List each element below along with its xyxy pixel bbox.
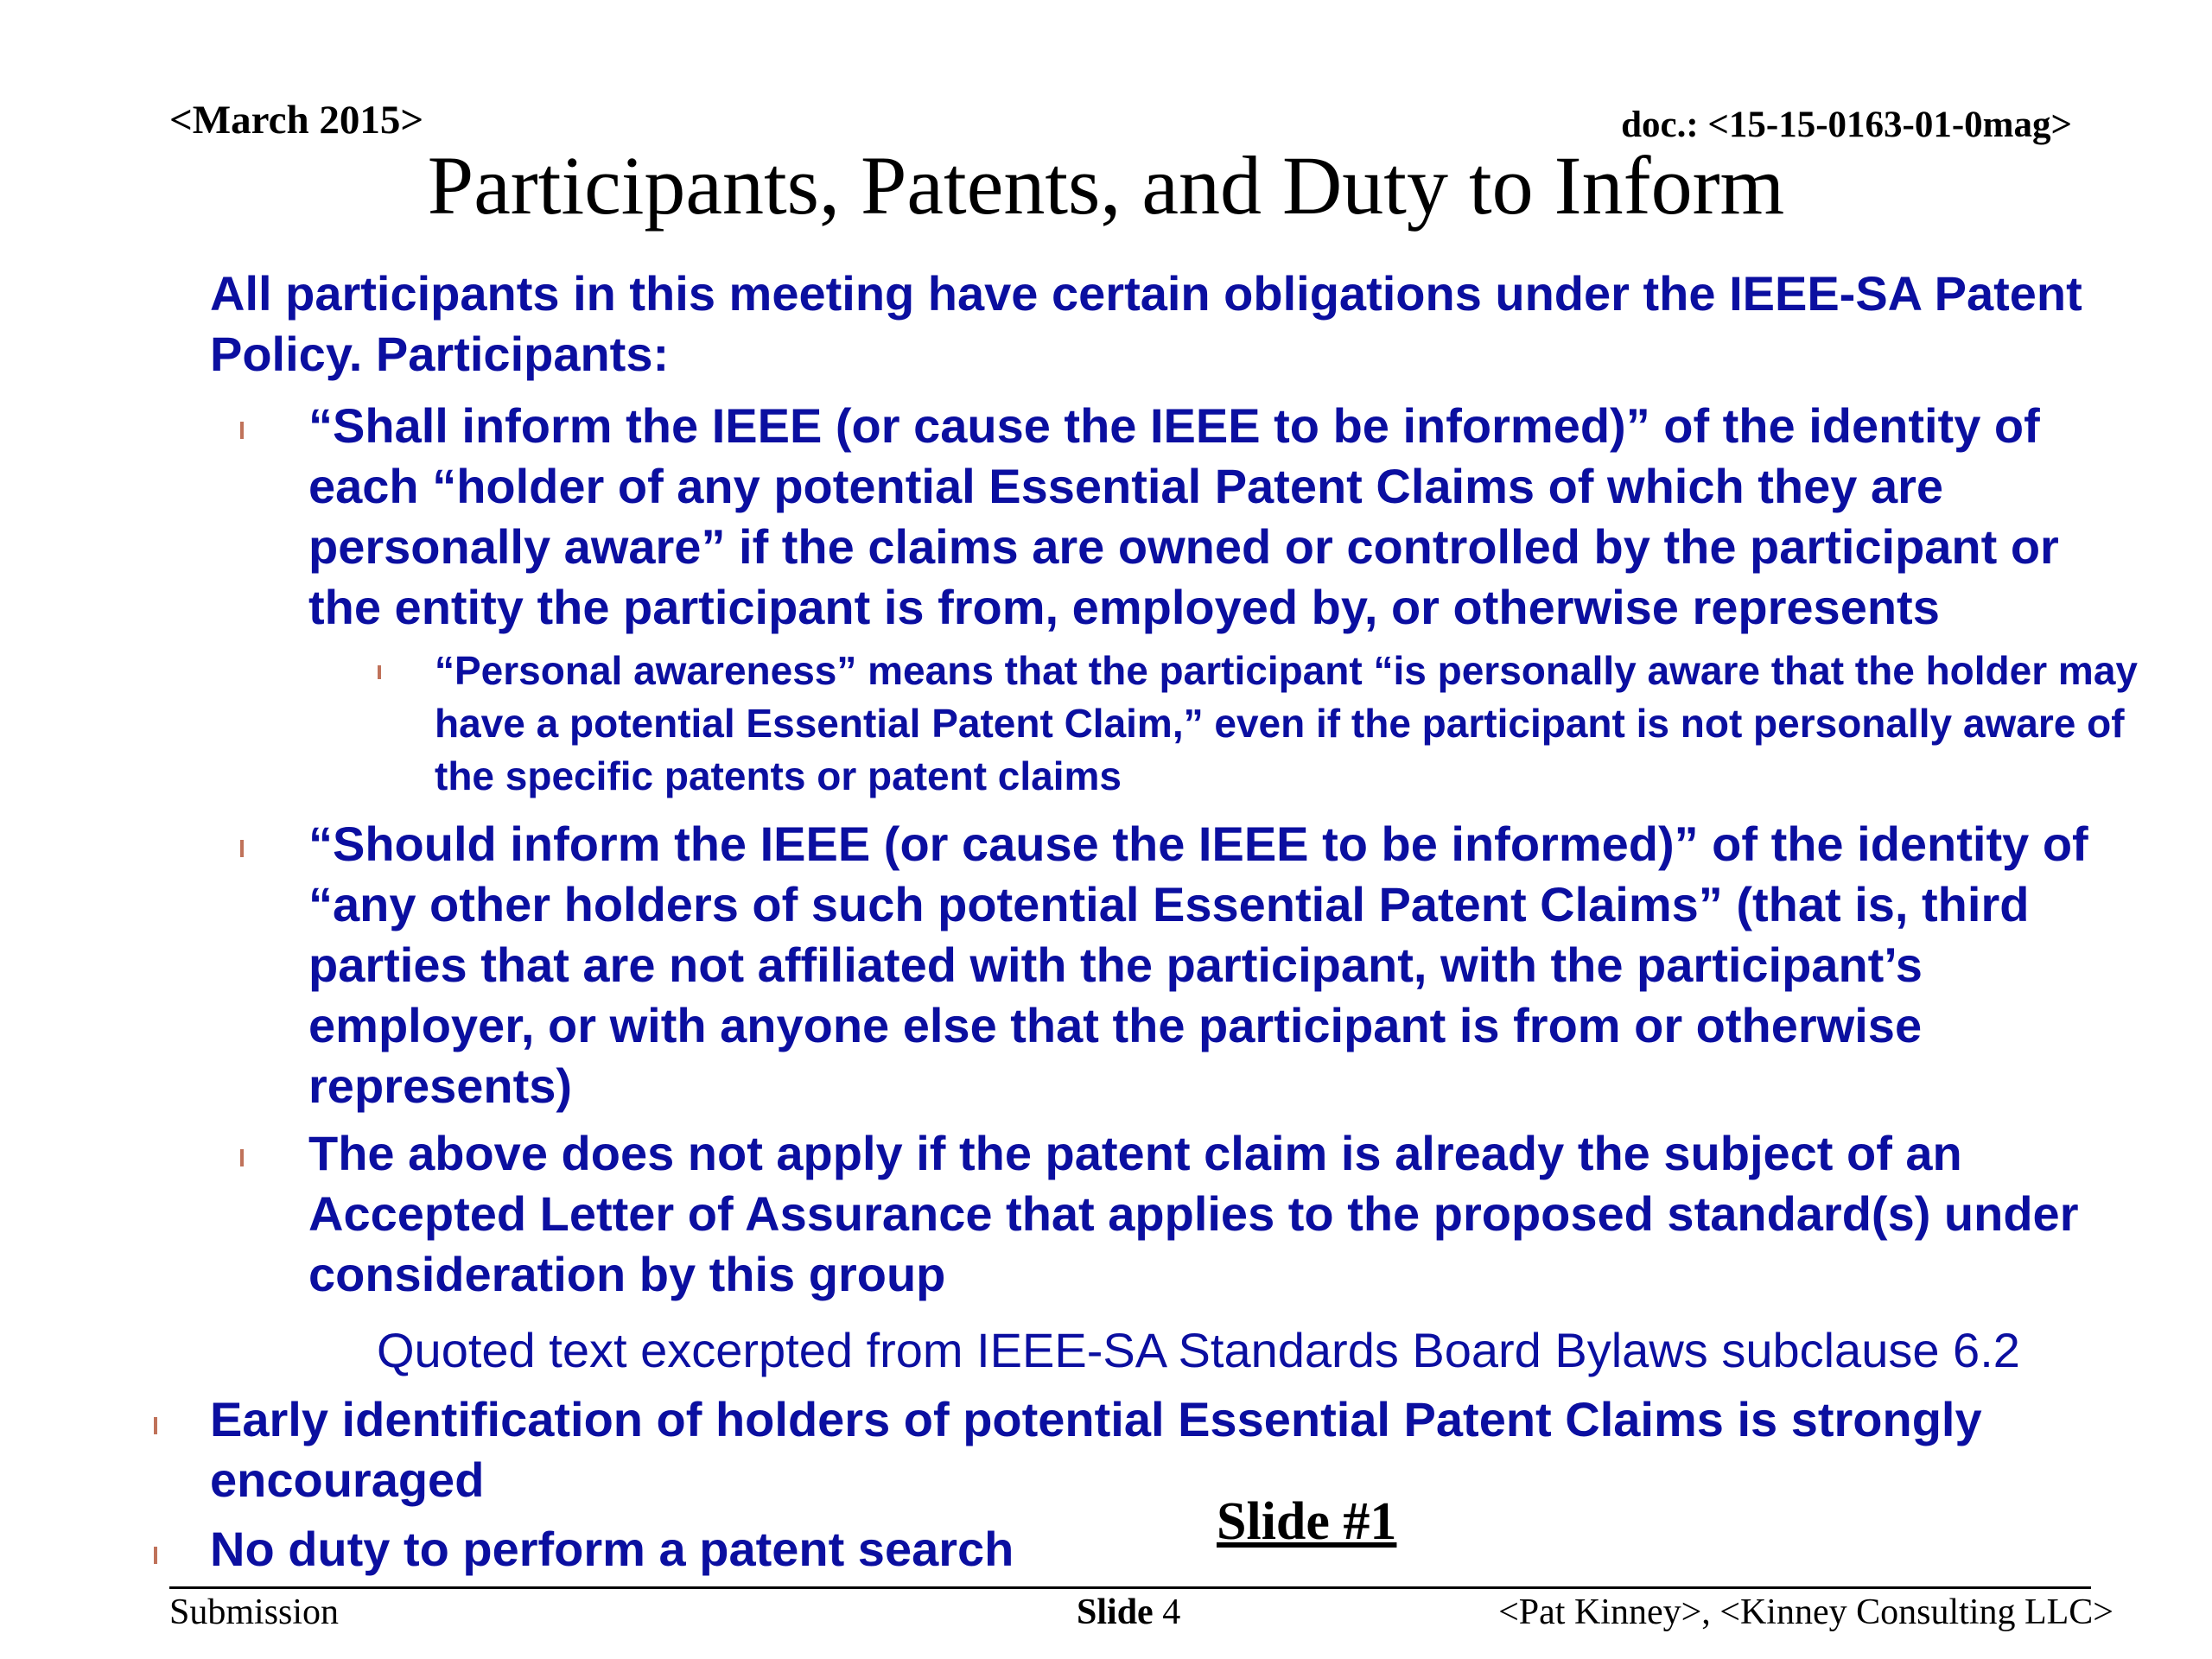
bullet-early-identification: Early identification of holders of potential Essential Patent Claims is strongly encouraged [210,1392,1982,1507]
intro-paragraph: All participants in this meeting have certain obligations under the IEEE-SA Patent Policy. Participants: [210,266,2082,381]
footer-page-number: 4 [1162,1592,1181,1632]
bullet-should-inform: “Should inform the IEEE (or cause the IEEE to be informed)” of the identity of “any other holders of such potential Essential Patent Claims” (that is, third parties that are not affiliated with the participant, with the participant’s employer, or with anyone else that the participant is from or otherwise represents) [308,817,2088,1113]
footer-slide-number [1077,1592,1180,1633]
footer-divider [169,1586,2091,1589]
header-date: <March 2015> [169,98,424,143]
bullet-shall-inform: “Shall inform the IEEE (or cause the IEEE to be informed)” of the identity of each “holder of any potential Essential Patent Claims of which they are personally aware” if the claims are owned or controlled by the participant or the entity the participant is from, employed by, or otherwise represents [308,398,2059,634]
bullet-above-does-not-apply: The above does not apply if the patent claim is already the subject of an Accepted Letter of Assurance that applies to the proposed standard(s) under consideration by this group [308,1126,2079,1301]
slide-title: Participants, Patents, and Duty to Inform [427,139,1785,232]
bullet-no-duty: No duty to perform a patent search [210,1522,1014,1576]
slide-number-label: Slide #1 [1217,1492,1397,1551]
bullet-marker [240,422,244,439]
footer-submission: Submission [169,1592,340,1632]
footer-slide-label: Slide [1077,1592,1154,1632]
bullet-marker [240,1149,244,1166]
sub-bullet-personal-awareness: “Personal awareness” means that the participant “is personally aware that the holder may have a potential Essential Patent Claim,” even if the participant is not personally aware of the specific patents or patent claims [435,648,2138,798]
header-doc-id: doc.: <15-15-0163-01-0mag> [1621,105,2072,145]
sub-bullet-marker [378,665,381,679]
quote-source: Quoted text excerpted from IEEE-SA Standards Board Bylaws subclause 6.2 [377,1323,2020,1377]
bullet-marker [240,840,244,857]
bullet-marker [154,1547,157,1564]
footer-author: <Pat Kinney>, <Kinney Consulting LLC> [1498,1592,2113,1632]
bullet-marker [154,1417,157,1434]
